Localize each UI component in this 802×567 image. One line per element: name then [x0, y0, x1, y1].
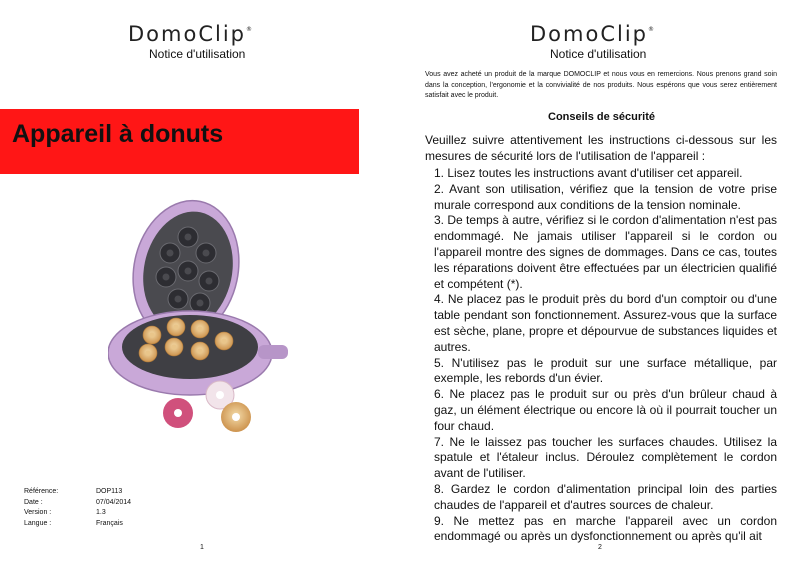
- list-item: 2. Avant son utilisation, vérifiez que la tension de votre prise murale correspond aux conditions de la tension nominale.: [434, 181, 777, 212]
- section-heading: Conseils de sécurité: [548, 111, 655, 123]
- list-item: 3. De temps à autre, vérifiez si le cordon d'alimentation n'est pas endommagé. Ne jamais utiliser l'appareil si le cordon ou l'appareil montre des signes de dommages. Dans ce cas, toutes les réparations doivent être effectuées par un électricien qualifié et compétent (*).: [434, 213, 777, 291]
- list-item: 7. Ne le laissez pas toucher les surfaces chaudes. Utilisez la spatule et l'étaleur inclus. Déroulez complètement le cordon avant de l'utiliser.: [434, 434, 777, 481]
- list-item: 1. Lisez toutes les instructions avant d'utiliser cet appareil.: [434, 166, 743, 180]
- brand-logo: DomoClip®: [128, 22, 252, 46]
- meta-row-date: Date : 07/04/2014: [24, 498, 132, 506]
- document-metadata: [24, 487, 131, 529]
- page-number: 1: [200, 544, 204, 551]
- meta-row-language: Langue : Français: [24, 519, 123, 527]
- list-item: 5. N'utilisez pas le produit sur une surface métallique, par exemple, les rebords d'un évier.: [434, 355, 777, 386]
- lead-paragraph: Veuillez suivre attentivement les instructions ci-dessous sur les mesures de sécurité lors de l'utilisation de l'appareil :: [425, 133, 777, 163]
- meta-row-reference: Référence: DOP113: [24, 488, 123, 495]
- safety-instructions-list: [434, 166, 777, 545]
- donut-maker-image: [108, 195, 398, 445]
- document-subtitle: Notice d'utilisation: [149, 47, 246, 61]
- page-2: [401, 0, 802, 567]
- meta-row-version: Version : 1.3: [24, 509, 106, 516]
- brand-logo: DomoClip®: [530, 22, 654, 46]
- product-title: Appareil à donuts: [12, 120, 224, 148]
- list-item: 8. Gardez le cordon d'alimentation principal loin des parties chaudes de l'appareil et d'autres sources de chaleur.: [434, 481, 777, 512]
- page-number: 2: [598, 544, 602, 551]
- list-item: 4. Ne placez pas le produit près du bord d'un comptoir ou d'une table pendant son fonctionnement. Assurez-vous que la surface est sèche, plane, propre et dépourvue de substances liquides et autres.: [434, 292, 777, 354]
- list-item: 6. Ne placez pas le produit sur ou près d'un brûleur chaud à gaz, un élément électrique ou encore là où il pourrait toucher un four chaud.: [434, 387, 777, 433]
- list-item: 9. Ne mettez pas en marche l'appareil avec un cordon endommagé ou après un dysfonctionnement ou après qu'il ait: [434, 513, 777, 544]
- intro-paragraph: Vous avez acheté un produit de la marque DOMOCLIP et nous vous en remercions. Nous prenons grand soin dans la conception, l'ergonomie et la convivialité de nos produits. Nous espérons que vous serez entièrement satisfait avec le produit.: [425, 71, 777, 99]
- document-subtitle: Notice d'utilisation: [550, 47, 647, 61]
